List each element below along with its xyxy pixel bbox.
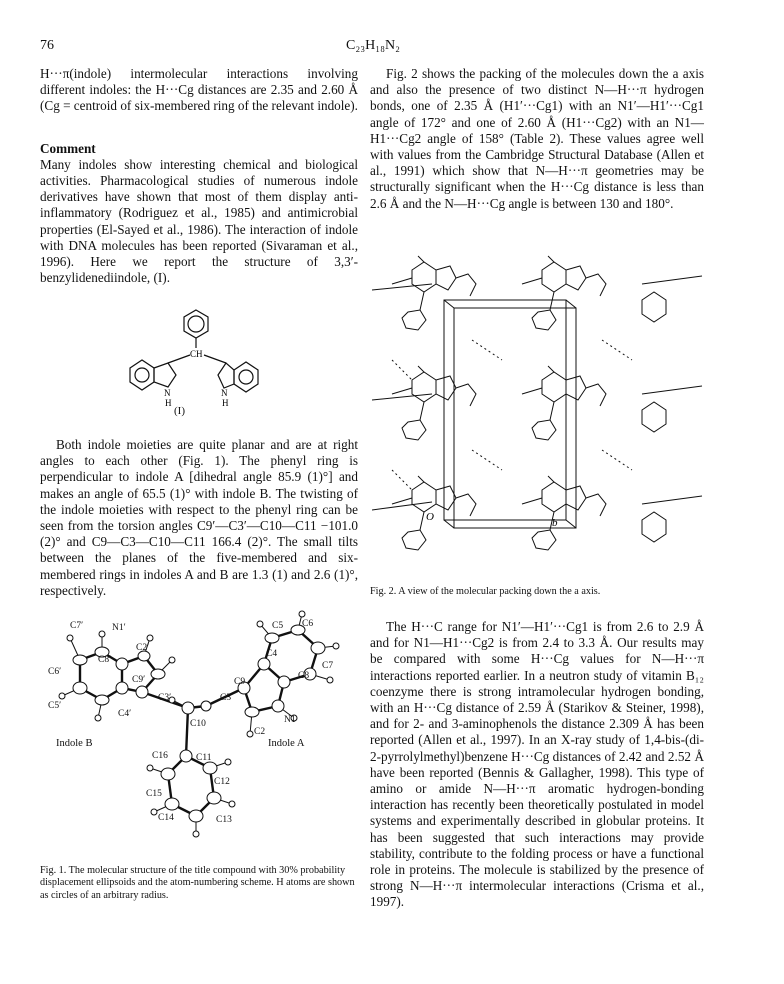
atom-label-c2p: C2′ [136, 643, 150, 653]
figure-1-molecular-structure [40, 608, 358, 863]
atom-label-c3p: C3′ [158, 693, 172, 703]
atom-label-c2: C2 [254, 727, 266, 737]
figure-2-caption: Fig. 2. A view of the molecular packing down the a axis. [370, 586, 601, 597]
atom-label-c10: C10 [190, 719, 206, 729]
chemical-scheme [110, 300, 310, 420]
atom-label-c5p: C5′ [48, 701, 62, 711]
atom-label-c7: C7 [322, 661, 334, 671]
atom-label-c8p: C8′ [98, 655, 112, 665]
comment-heading: Comment [40, 140, 96, 156]
comparison-paragraph: The H···C range for N1′—H1′···Cg1 is from 2.6 to 2.9 Å and for N1—H1···Cg2 is from 2.4 to 3.3 Å. Our results may be compared with some H···Cg values for N—H···π interactions reported earlier. In a neutron study of vitamin B₁₂ coenzyme there is strong intramolecular hydrogen bonding, with an H···Cg distance of 2.59 Å (Starikov & Steiner, 1998), and for 2- and 3-aminophenols the distance 2.309 Å has been reported (Allen et al., 1997). In an X-ray study of 1,4-bis-(di-2-pyrrolylmethyl)benzene H···Cg distances of 2.42 and 2.52 Å have been reported (Bennis & Gallagher, 1998). This type of amino or amide N—H···π aromatic hydrogen-bonding interaction has recently been theoretically postulated in model systems and experimentally described in globular proteins. It has been suggested that such interactions may provide stability, contribute to the folding process or have a functional role in proteins. The molecule is stabilized by the presence of strong N—H···π intermolecular interactions (Crisma et al., 1997). [370, 619, 704, 910]
atom-label-c12: C12 [214, 777, 230, 787]
atom-label-c6p: C6′ [48, 667, 62, 677]
left-paragraph-2-container [40, 437, 358, 599]
fig2-b-axis-label: b [552, 517, 558, 529]
atom-label-c4p: C4′ [118, 709, 132, 719]
atom-label-c5: C5 [272, 621, 284, 631]
atom-label-c9p: C9′ [132, 675, 146, 685]
right-column-bottom [370, 619, 704, 911]
atom-label-n1p: N1′ [112, 623, 126, 633]
atom-label-c7p: C7′ [70, 621, 84, 631]
running-title-formula: C₂₃H₁₈N₂ [346, 38, 400, 53]
atom-label-c13: C13 [216, 815, 232, 825]
scheme-ch-label: CH [190, 349, 203, 359]
right-column-top [370, 66, 704, 212]
intro-paragraph: H···π(indole) intermolecular interactions involving different indoles: the H···Cg distances are 2.35 and 2.60 Å (Cg = centroid of six-membered ring of the relevant indole). [40, 66, 358, 114]
atom-label-c9: C9 [234, 677, 246, 687]
atom-label-c4: C4 [266, 649, 278, 659]
scheme-h-left: H [165, 398, 172, 408]
atom-label-c14: C14 [158, 813, 174, 823]
indole-b-label: Indole B [56, 738, 93, 749]
packing-paragraph: Fig. 2 shows the packing of the molecules down the a axis and also the presence of two distinct N—H···π hydrogen bonds, one of 2.35 Å (H1′···Cg1) with an N1′—H1′···Cg1 angle of 172° and one of 2.60 Å (H1···Cg2) with an N1—H1···Cg2 angle of 158° (Table 2). These values agree well with values from the Cambridge Structural Database (Allen et al., 1991) which show that N—H···π geometries may be structurally significant when the H···Cg distance is less than 2.6 Å and the N—H···Cg angle is between 130 and 180°. [370, 66, 704, 211]
atom-label-c16: C16 [152, 751, 168, 761]
scheme-n-left: N [164, 388, 171, 398]
atom-label-c8: C8 [298, 671, 310, 681]
atom-label-c15: C15 [146, 789, 162, 799]
comment-paragraph: Many indoles show interesting chemical and biological activities. Pharmacological studies of numerous indole derivatives have shown that most of them display anti-inflammatory (Rodriguez et al., 1985) and antimicrobial properties (El-Sayed et al., 1986). The interaction of indole with DNA molecules has been reported (Sivaraman et al., 1996). Here we report the structure of 3,3′-benzylidenediindole, (I). [40, 156, 358, 286]
figure-1-caption: Fig. 1. The molecular structure of the title compound with 30% probability displacement ellipsoids and the atom-numbering scheme. H atoms are shown as circles of an arbitrary radius. [40, 865, 355, 901]
fig2-origin-label: O [426, 511, 434, 523]
atom-label-c3: C3 [220, 693, 232, 703]
scheme-label: (I) [174, 405, 185, 417]
atom-label-c11: C11 [196, 753, 212, 763]
page-number: 76 [40, 38, 54, 53]
results-paragraph: Both indole moieties are quite planar and are at right angles to each other (Fig. 1). The phenyl ring is perpendicular to indole A [dihedral angle 85.9 (1)°] and makes an angle of 65.5 (1)° with indole B. The twisting of the indole moieties with respect to the phenyl ring can be seen from the torsion angles C9′—C3′—C10—C11 −101.0 (2)° and C9—C3—C10—C11 166.4 (2)°. The small tilts between the planes of the five-membered and six-membered rings in indoles A and B are 1.3 (1) and 2.6 (1)°, respectively. [40, 437, 358, 598]
scheme-h-right: H [222, 398, 229, 408]
atom-label-n1: N1 [284, 715, 296, 725]
scheme-n-right: N [221, 388, 228, 398]
figure-2-packing-diagram [372, 240, 706, 580]
atom-label-c6: C6 [302, 619, 314, 629]
indole-a-label: Indole A [268, 738, 305, 749]
left-column [40, 66, 358, 286]
